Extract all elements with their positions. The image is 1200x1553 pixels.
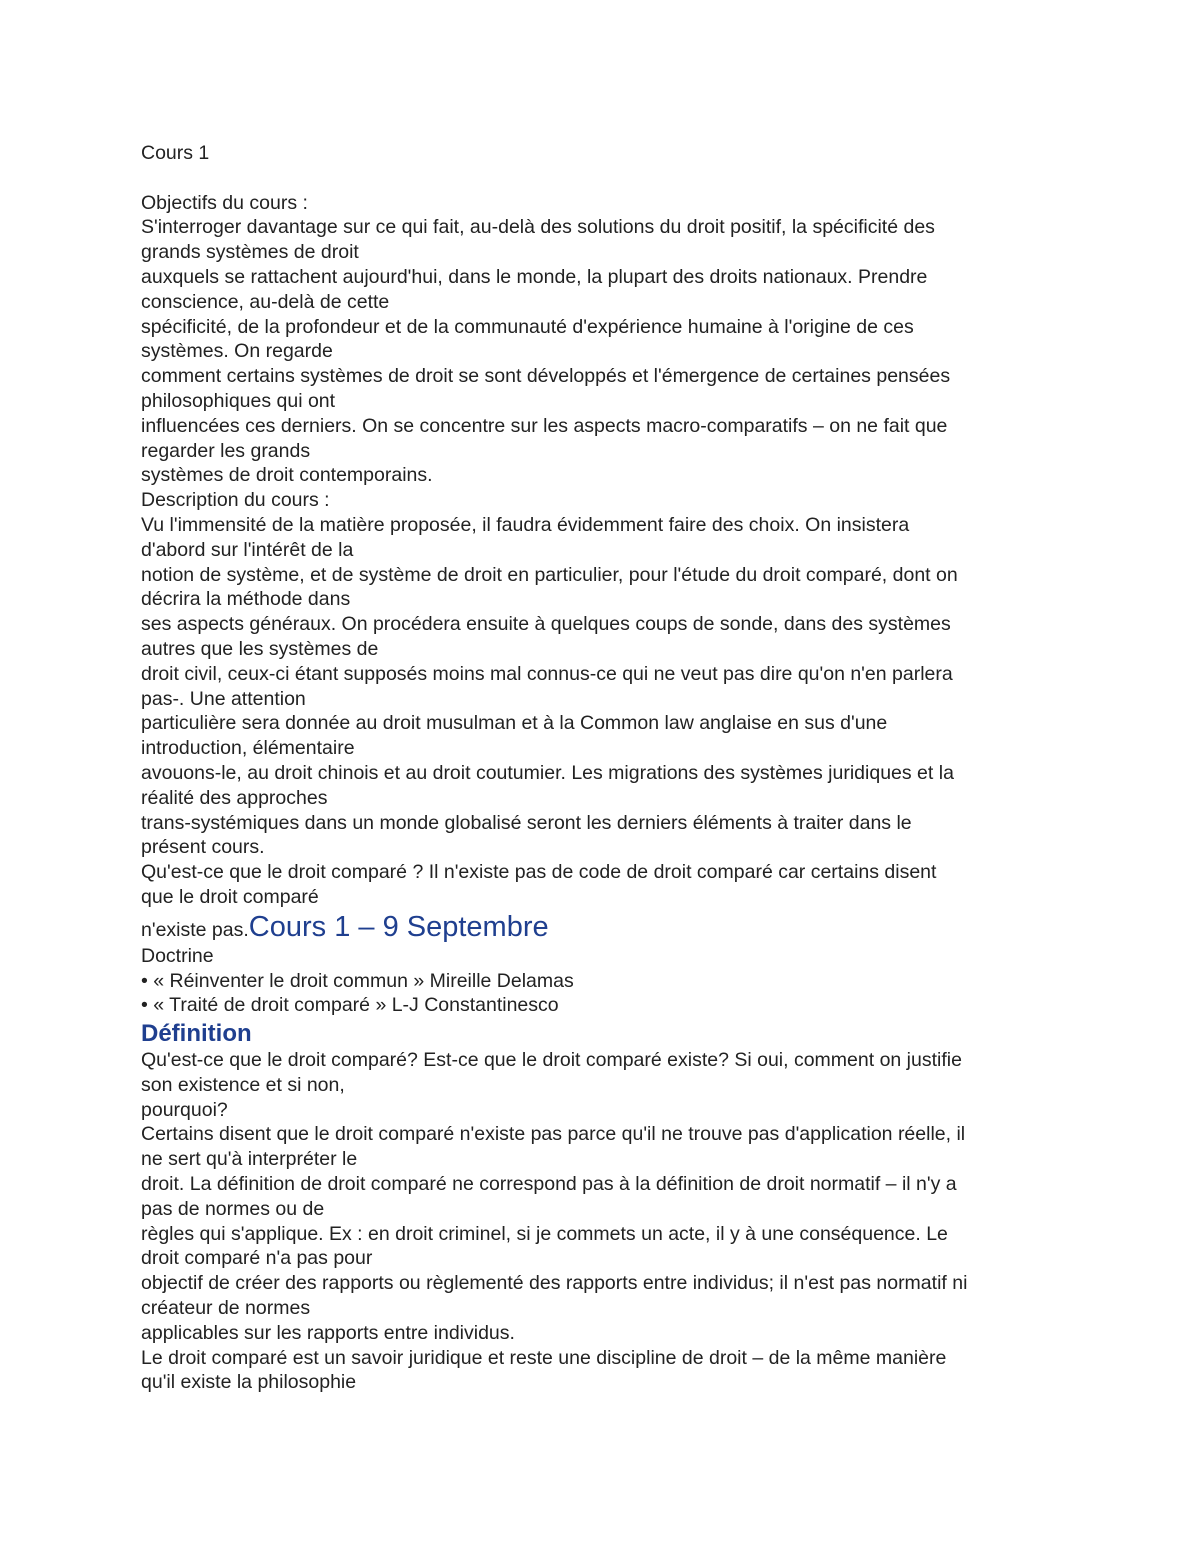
text-fragment: n'existe pas. <box>141 918 249 941</box>
text-line: décrira la méthode dans <box>141 588 351 611</box>
text-line: droit civil, ceux-ci étant supposés moins mal connus-ce qui ne veut pas dire qu'on n'en parlera <box>141 662 953 685</box>
text-line: règles qui s'applique. Ex : en droit criminel, si je commets un acte, il y à une conséquence. Le <box>141 1222 948 1245</box>
text-line: présent cours. <box>141 836 265 859</box>
text-line: Qu'est-ce que le droit comparé ? Il n'existe pas de code de droit comparé car certains disent <box>141 861 937 884</box>
text-line: systèmes. On regarde <box>141 340 333 363</box>
text-line: son existence et si non, <box>141 1073 345 1096</box>
document-page <box>141 141 1066 1395</box>
text-line: influencées ces derniers. On se concentre sur les aspects macro-comparatifs – on ne fait que <box>141 414 948 437</box>
text-line: objectif de créer des rapports ou règlementé des rapports entre individus; il n'est pas normatif ni <box>141 1272 968 1295</box>
text-line: S'interroger davantage sur ce qui fait, au-delà des solutions du droit positif, la spécificité des <box>141 216 935 239</box>
lecture-heading: Cours 1 – 9 Septembre <box>248 910 549 943</box>
text-line: qu'il existe la philosophie <box>141 1371 357 1394</box>
text-line: particulière sera donnée au droit musulman et à la Common law anglaise en sus d'une <box>141 712 888 735</box>
text-line: Description du cours : <box>141 489 330 512</box>
definition-block <box>141 1048 1066 1395</box>
text-line: philosophiques qui ont <box>141 389 336 412</box>
text-line: conscience, au-delà de cette <box>141 290 390 313</box>
mixed-line <box>141 910 1066 944</box>
doctrine-label: Doctrine <box>141 944 214 967</box>
text-line: ses aspects généraux. On procédera ensuite à quelques coups de sonde, dans des systèmes <box>141 613 951 636</box>
text-line: introduction, élémentaire <box>141 737 355 760</box>
text-line: trans-systémiques dans un monde globalisé seront les derniers éléments à traiter dans le <box>141 811 912 834</box>
doctrine-item: • « Traité de droit comparé » L-J Constantinesco <box>141 994 559 1017</box>
text-line: avouons-le, au droit chinois et au droit coutumier. Les migrations des systèmes juridiques et la <box>141 761 954 784</box>
text-line: droit comparé n'a pas pour <box>141 1247 373 1270</box>
text-line: Qu'est-ce que le droit comparé? Est-ce que le droit comparé existe? Si oui, comment on justifie <box>141 1049 962 1072</box>
definition-heading: Définition <box>141 1020 252 1048</box>
text-line: autres que les systèmes de <box>141 637 379 660</box>
text-line: notion de système, et de système de droit en particulier, pour l'étude du droit comparé, dont on <box>141 563 958 586</box>
text-line: regarder les grands <box>141 439 311 462</box>
text-line: comment certains systèmes de droit se sont développés et l'émergence de certaines pensées <box>141 365 951 388</box>
text-line: Certains disent que le droit comparé n'existe pas parce qu'il ne trouve pas d'application réelle, il <box>141 1123 966 1146</box>
text-line: Objectifs du cours : <box>141 191 308 214</box>
text-line: d'abord sur l'intérêt de la <box>141 538 354 561</box>
doctrine-item: • « Réinventer le droit commun » Mireille Delamas <box>141 969 574 992</box>
text-line: pas de normes ou de <box>141 1197 325 1220</box>
text-line: pas-. Une attention <box>141 687 306 710</box>
doctrine-block <box>141 944 1066 1018</box>
text-line: que le droit comparé <box>141 885 319 908</box>
text-line: spécificité, de la profondeur et de la communauté d'expérience humaine à l'origine de ces <box>141 315 914 338</box>
text-line: Vu l'immensité de la matière proposée, il faudra évidemment faire des choix. On insistera <box>141 513 910 536</box>
text-line: Le droit comparé est un savoir juridique et reste une discipline de droit – de la même manière <box>141 1346 947 1369</box>
objectives-and-description-block <box>141 191 1066 910</box>
text-line: pourquoi? <box>141 1098 228 1121</box>
text-line: ne sert qu'à interpréter le <box>141 1148 358 1171</box>
text-line: grands systèmes de droit <box>141 241 359 264</box>
text-line: droit. La définition de droit comparé ne correspond pas à la définition de droit normatif – il n'y a <box>141 1173 957 1196</box>
text-line: créateur de normes <box>141 1297 311 1320</box>
document-title: Cours 1 <box>141 142 210 164</box>
text-line: auxquels se rattachent aujourd'hui, dans le monde, la plupart des droits nationaux. Prendre <box>141 265 928 288</box>
text-line: systèmes de droit contemporains. <box>141 464 433 487</box>
text-line: applicables sur les rapports entre individus. <box>141 1321 515 1344</box>
text-line: réalité des approches <box>141 786 328 809</box>
